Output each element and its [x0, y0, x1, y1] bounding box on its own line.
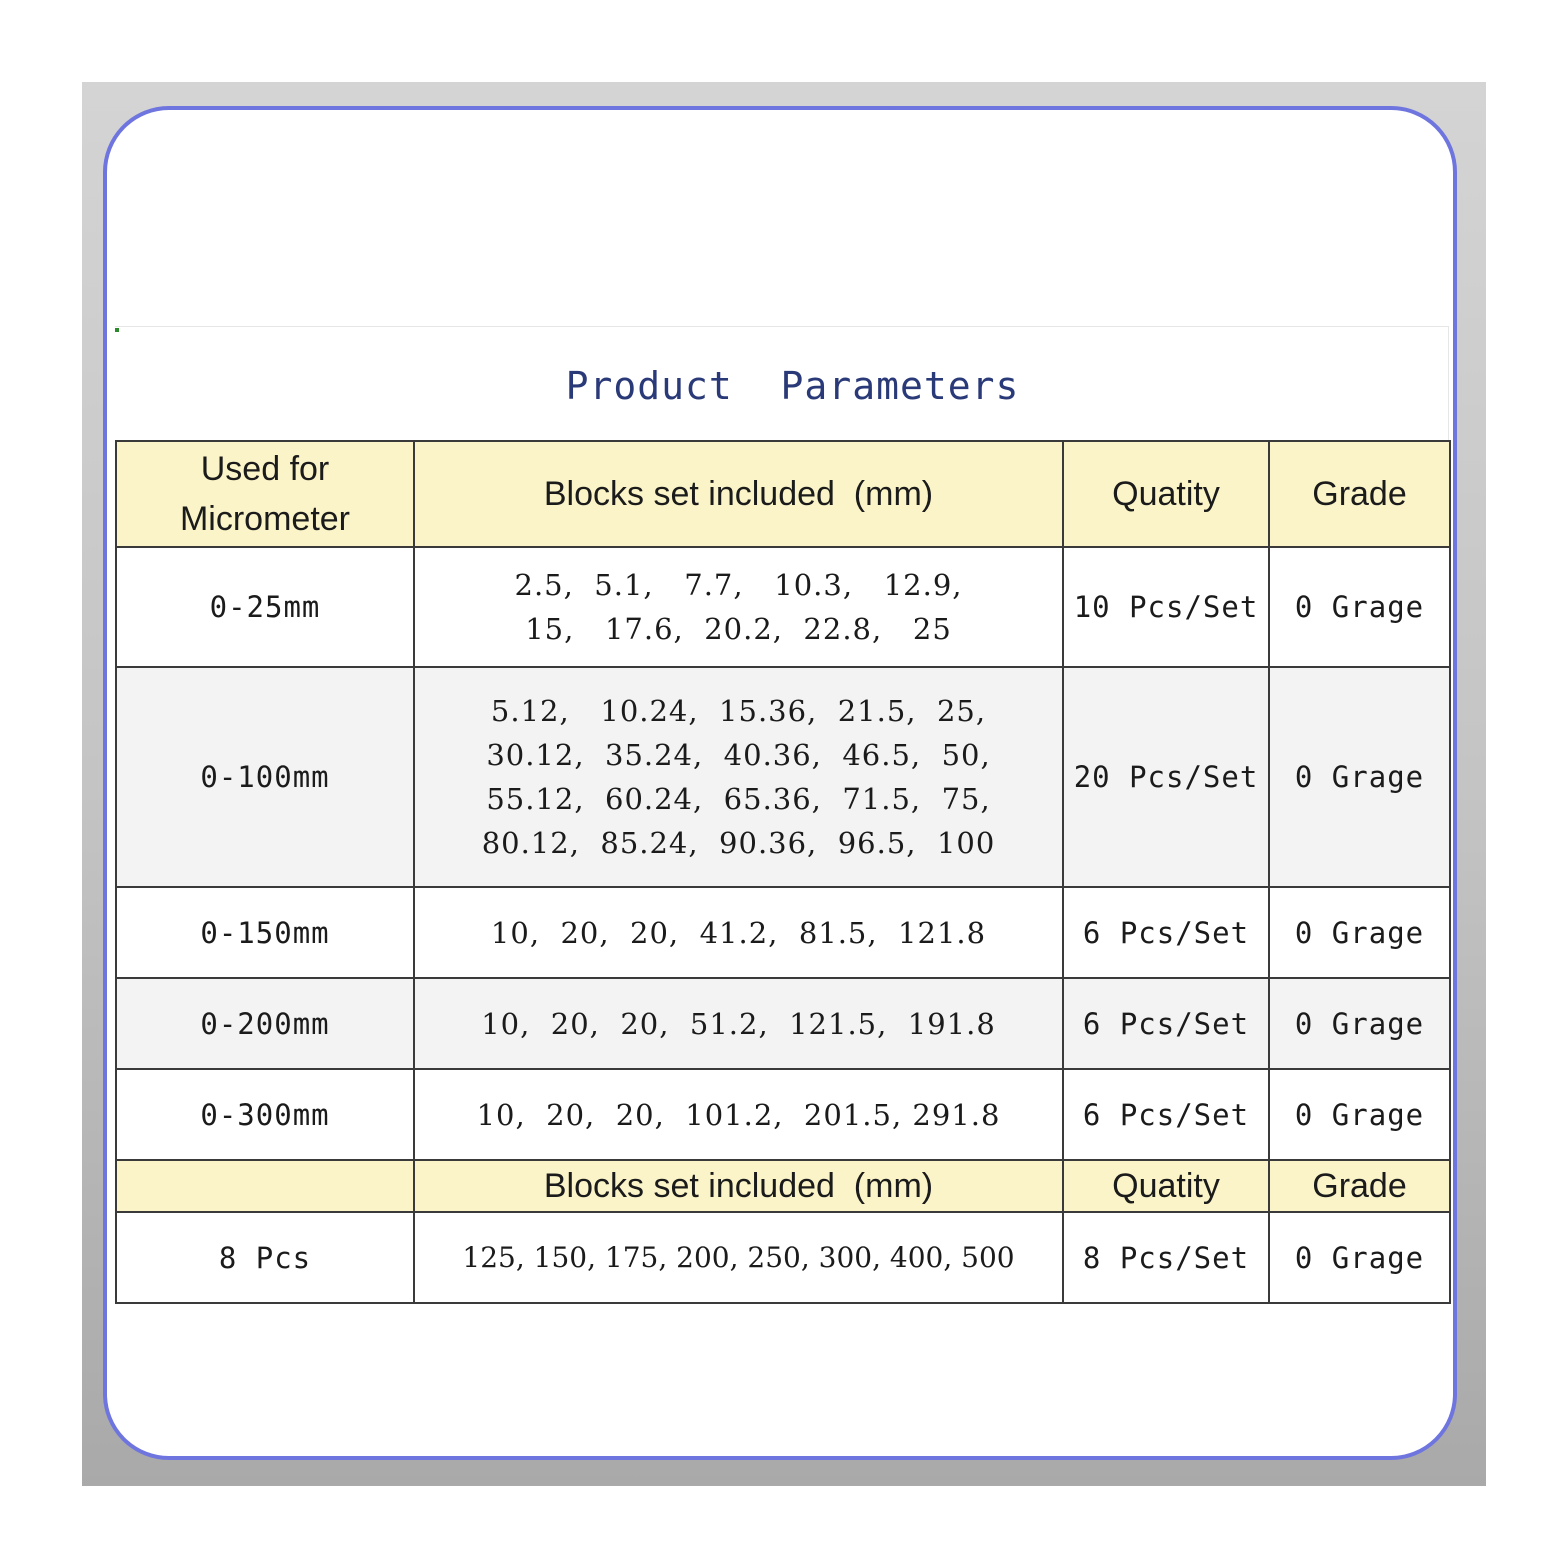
blocks-line: 30.12, 35.24, 40.36, 46.5, 50, — [486, 738, 991, 772]
table-row — [116, 667, 1450, 887]
header-row — [116, 441, 1450, 547]
cell-corner-marker — [115, 328, 119, 332]
grade-cell: 0 Grage — [1269, 887, 1450, 978]
blocks-line: 10, 20, 20, 41.2, 81.5, 121.8 — [490, 915, 987, 950]
blocks-line: 2.5, 5.1, 7.7, 10.3, 12.9, — [514, 568, 963, 602]
table-row — [116, 1069, 1450, 1160]
blocks-line: 10, 20, 20, 101.2, 201.5, 291.8 — [476, 1097, 1001, 1132]
grade-cell: 0 Grage — [1269, 667, 1450, 887]
subheader-blocks: Blocks set included (mm) — [414, 1160, 1063, 1212]
quantity-cell: 10 Pcs/Set — [1063, 547, 1269, 667]
parameters-table — [115, 440, 1451, 1304]
blocks-cell — [414, 978, 1063, 1069]
blocks-line: 10, 20, 20, 51.2, 121.5, 191.8 — [481, 1006, 996, 1041]
page-title: Product Parameters — [565, 364, 1020, 408]
quantity-cell: 8 Pcs/Set — [1063, 1212, 1269, 1303]
header-quantity: Quatity — [1063, 441, 1269, 547]
blocks-line: 55.12, 60.24, 65.36, 71.5, 75, — [486, 782, 991, 816]
blocks-line: 80.12, 85.24, 90.36, 96.5, 100 — [481, 826, 996, 860]
subheader-row — [116, 1160, 1450, 1212]
blocks-line: 5.12, 10.24, 15.36, 21.5, 25, — [490, 694, 987, 728]
grade-cell: 0 Grage — [1269, 1212, 1450, 1303]
quantity-cell: 6 Pcs/Set — [1063, 978, 1269, 1069]
blocks-cell — [414, 547, 1063, 667]
table-row — [116, 1212, 1450, 1303]
subheader-empty — [116, 1160, 414, 1212]
subheader-quantity: Quatity — [1063, 1160, 1269, 1212]
subheader-grade: Grade — [1269, 1160, 1450, 1212]
table-row — [116, 978, 1450, 1069]
blocks-cell — [414, 887, 1063, 978]
header-used-for-line1: Used for — [200, 450, 330, 488]
range-cell: 0-200mm — [116, 978, 414, 1069]
blocks-cell: 125, 150, 175, 200, 250, 300, 400, 500 — [414, 1212, 1063, 1303]
grade-cell: 0 Grage — [1269, 978, 1450, 1069]
range-cell: 0-300mm — [116, 1069, 414, 1160]
grade-cell: 0 Grage — [1269, 547, 1450, 667]
range-cell: 0-100mm — [116, 667, 414, 887]
quantity-cell: 20 Pcs/Set — [1063, 667, 1269, 887]
header-grade: Grade — [1269, 441, 1450, 547]
table-row — [116, 547, 1450, 667]
quantity-cell: 6 Pcs/Set — [1063, 1069, 1269, 1160]
table-row — [116, 887, 1450, 978]
header-used-for-line2: Micrometer — [179, 500, 351, 538]
blocks-line: 15, 17.6, 20.2, 22.8, 25 — [525, 612, 952, 646]
grade-cell: 0 Grage — [1269, 1069, 1450, 1160]
quantity-cell: 6 Pcs/Set — [1063, 887, 1269, 978]
header-used-for — [116, 441, 414, 547]
range-cell: 0-150mm — [116, 887, 414, 978]
header-blocks: Blocks set included (mm) — [414, 441, 1063, 547]
range-cell: 0-25mm — [116, 547, 414, 667]
blocks-cell — [414, 1069, 1063, 1160]
label-cell: 8 Pcs — [116, 1212, 414, 1303]
blocks-cell — [414, 667, 1063, 887]
